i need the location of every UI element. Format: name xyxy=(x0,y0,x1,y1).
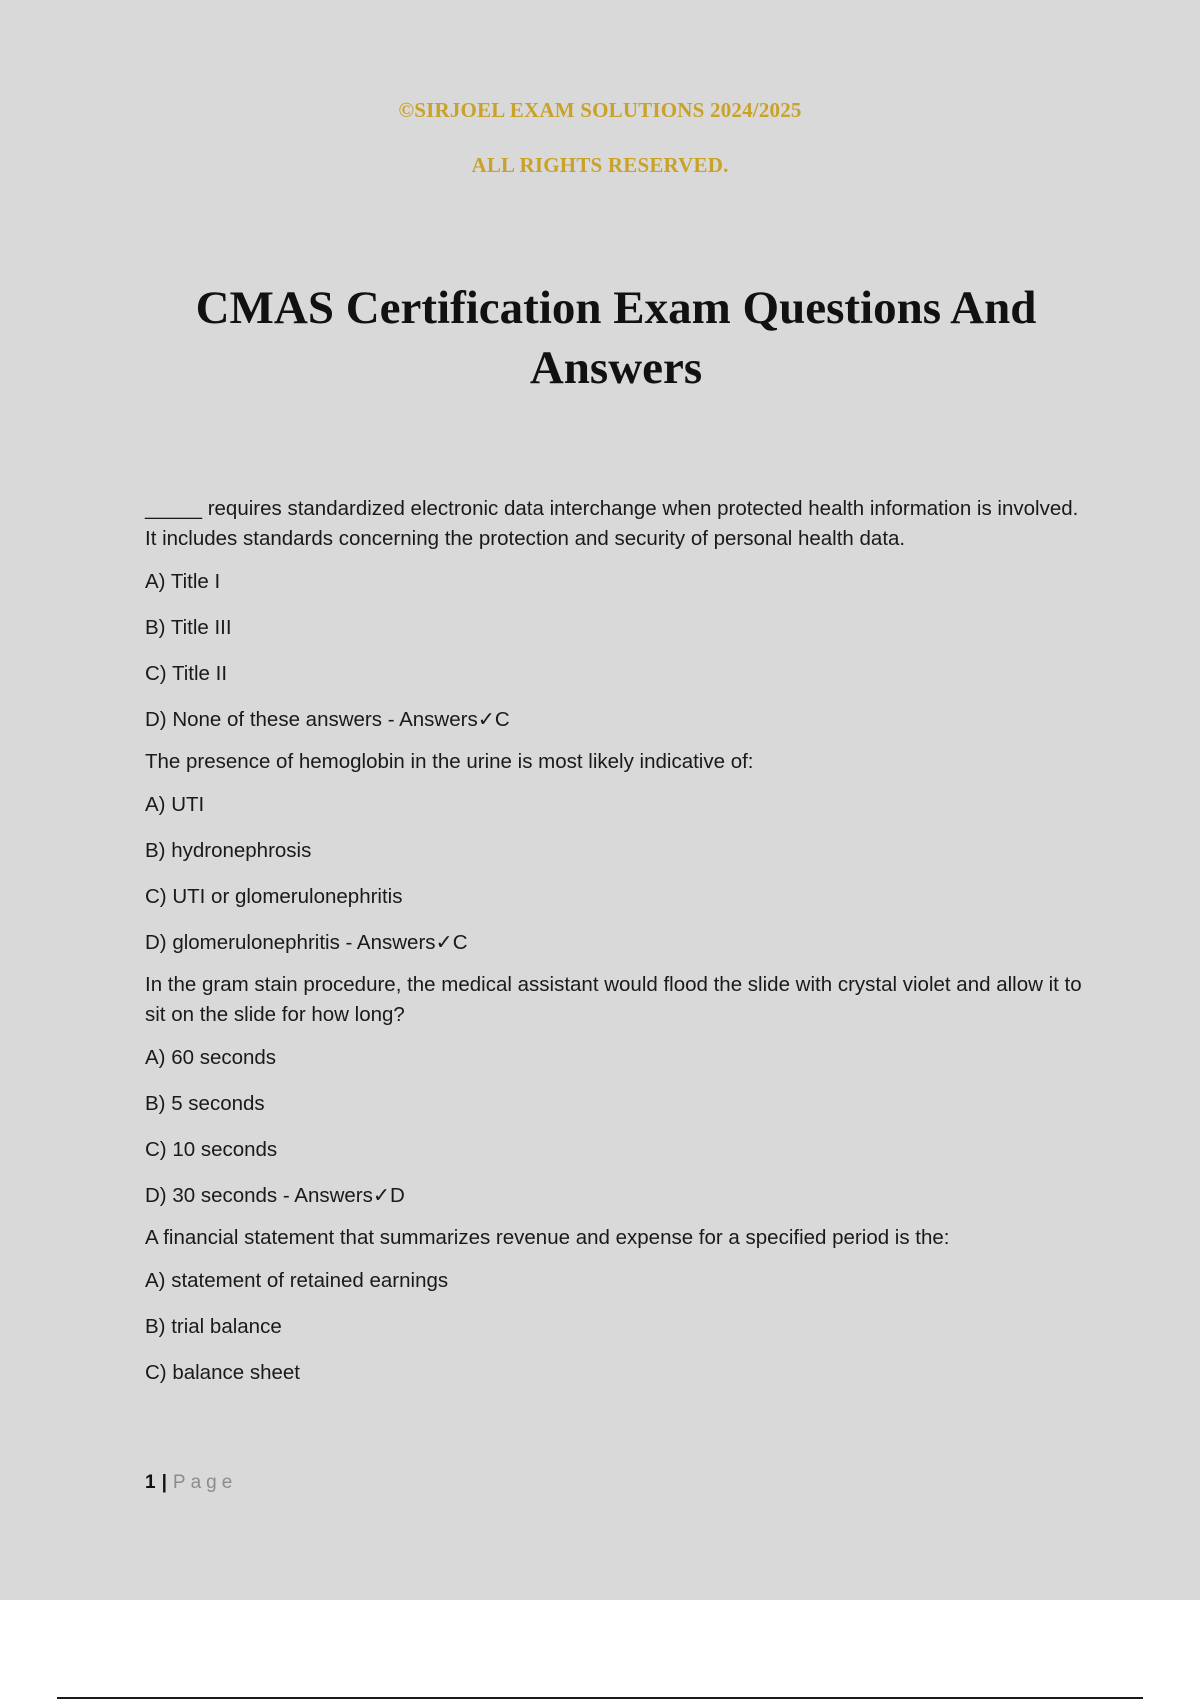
question-block xyxy=(145,747,1085,958)
question-text: In the gram stain procedure, the medical assistant would flood the slide with crystal violet and allow it to sit on the slide for how long? xyxy=(145,973,1082,1026)
question-text: A financial statement that summarizes revenue and expense for a specified period is the: xyxy=(145,1226,950,1249)
option-c: C) balance sheet xyxy=(145,1361,300,1384)
question-block xyxy=(145,970,1085,1211)
page-label: Page xyxy=(172,1472,238,1493)
page-footer xyxy=(145,1472,237,1494)
option-c: C) UTI or glomerulonephritis xyxy=(145,885,403,908)
question-block xyxy=(145,1223,1085,1388)
option-a: A) statement of retained earnings xyxy=(145,1269,449,1292)
option-a: A) UTI xyxy=(145,793,205,816)
rights-reserved-header: ALL RIGHTS RESERVED. xyxy=(471,153,729,177)
option-d-with-answer: D) glomerulonephritis - Answers✓C xyxy=(145,931,468,954)
question-block xyxy=(145,494,1085,735)
page-number: 1 xyxy=(145,1472,156,1493)
option-c: C) Title II xyxy=(145,662,228,685)
page-divider xyxy=(57,1697,1143,1699)
question-text: The presence of hemoglobin in the urine is most likely indicative of: xyxy=(145,750,754,773)
questions-list xyxy=(145,494,1085,1404)
option-a: A) Title I xyxy=(145,570,221,593)
footer-separator: | xyxy=(161,1472,167,1493)
option-c: C) 10 seconds xyxy=(145,1138,278,1161)
option-b: B) Title III xyxy=(145,616,232,639)
option-b: B) 5 seconds xyxy=(145,1092,265,1115)
document-title: CMAS Certification Exam Questions And Answers xyxy=(195,282,1037,394)
option-b: B) hydronephrosis xyxy=(145,839,312,862)
option-a: A) 60 seconds xyxy=(145,1046,277,1069)
question-text: _____ requires standardized electronic data interchange when protected health information is involved. It includes standards concerning the protection and security of personal health data. xyxy=(145,497,1079,550)
copyright-header: ©SIRJOEL EXAM SOLUTIONS 2024/2025 xyxy=(398,98,802,122)
option-d-with-answer: D) 30 seconds - Answers✓D xyxy=(145,1184,405,1207)
option-d-with-answer: D) None of these answers - Answers✓C xyxy=(145,708,510,731)
option-b: B) trial balance xyxy=(145,1315,282,1338)
